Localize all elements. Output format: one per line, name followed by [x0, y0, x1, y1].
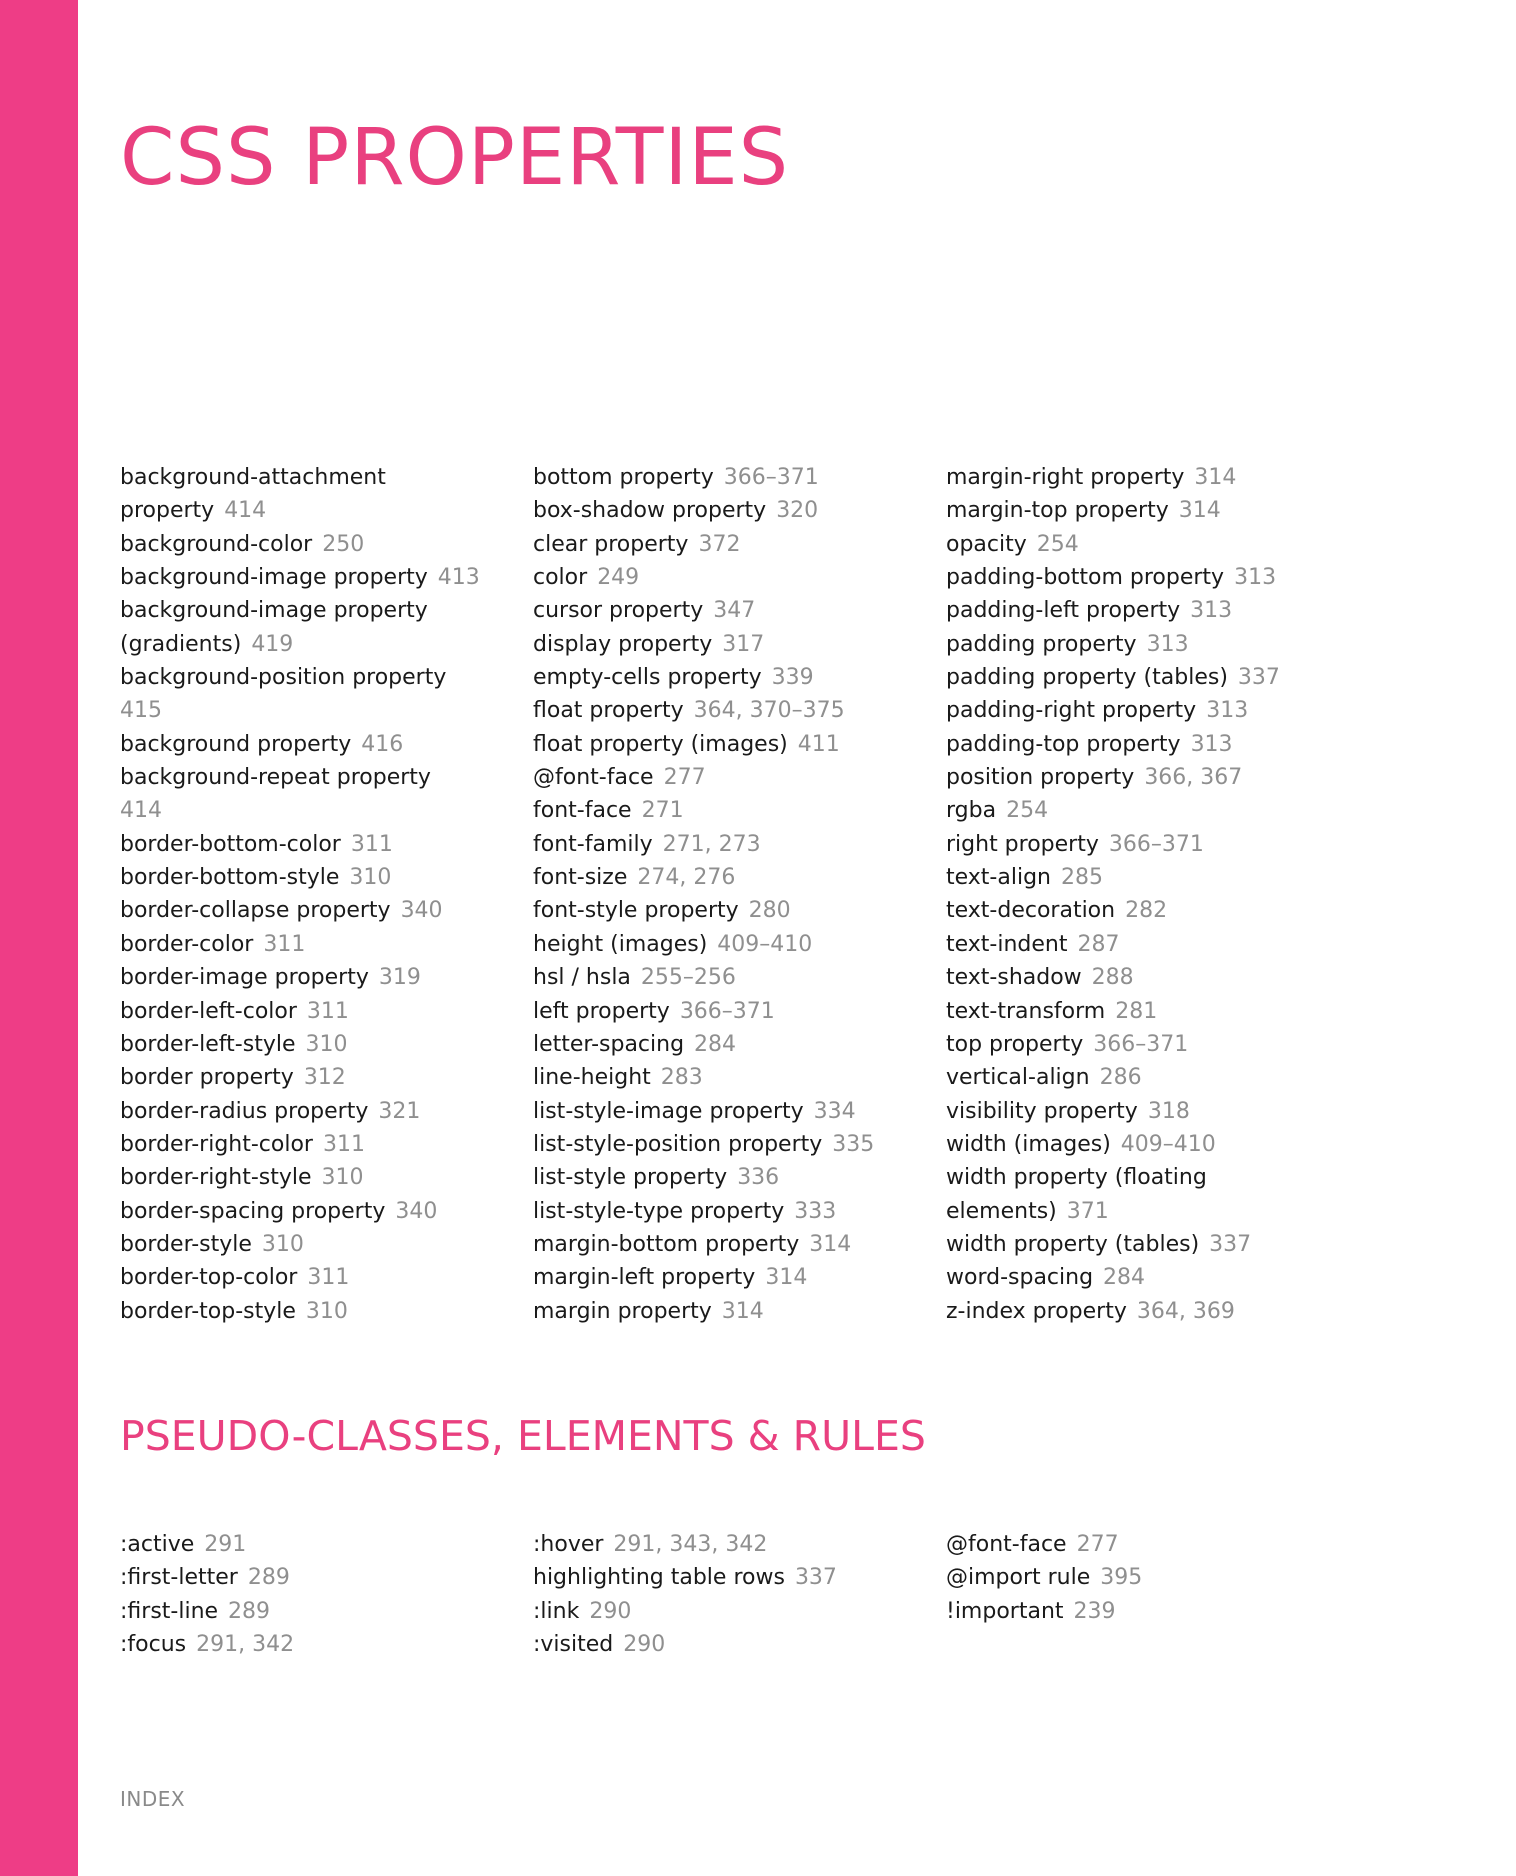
index-pages: 280: [748, 898, 791, 924]
index-entry: [120, 1228, 520, 1261]
index-pages: 335: [832, 1131, 875, 1157]
page-title: CSS PROPERTIES: [120, 113, 790, 203]
index-entry: [533, 528, 933, 561]
index-pages: 281: [1115, 998, 1158, 1024]
index-term: border-left-style: [120, 1031, 296, 1057]
index-pages: 337: [794, 1565, 837, 1591]
index-term: word-spacing: [946, 1265, 1094, 1291]
index-pages: 239: [1073, 1598, 1116, 1624]
index-entry: [120, 1561, 520, 1594]
index-term: list-style property: [533, 1165, 728, 1191]
index-entry: [533, 1228, 933, 1261]
index-term: border-bottom-style: [120, 865, 340, 891]
index-pages: 414: [120, 798, 162, 824]
index-term: margin-left property: [533, 1265, 756, 1291]
index-pages: 289: [228, 1598, 271, 1624]
index-term: padding property (tables): [946, 665, 1228, 691]
index-pages: 271: [641, 798, 684, 824]
index-entry: [533, 561, 933, 594]
index-pages: 311: [306, 998, 349, 1024]
index-term: line-height: [533, 1065, 651, 1091]
index-term: border-bottom-color: [120, 831, 341, 857]
index-entry: [946, 828, 1346, 861]
index-pages: 290: [623, 1632, 666, 1658]
index-pages: 287: [1077, 931, 1120, 957]
index-term: box-shadow property: [533, 498, 767, 524]
index-entry: [120, 1595, 520, 1628]
index-term: margin-top property: [946, 498, 1169, 524]
index-term: :first-letter: [120, 1565, 238, 1591]
index-pages: 291, 343, 342: [613, 1532, 768, 1557]
index-entry: [946, 494, 1346, 527]
index-pages: 312: [303, 1065, 346, 1091]
index-entry: [120, 728, 520, 761]
index-pages: 364, 369: [1136, 1298, 1235, 1324]
index-entry: [533, 1095, 933, 1128]
index-pages: 366–371: [679, 998, 775, 1024]
index-entry: [120, 761, 520, 794]
index-term: clear property: [533, 531, 689, 557]
index-term: border-right-style: [120, 1165, 312, 1191]
index-pages: 409–410: [717, 931, 813, 957]
index-term: border-collapse property: [120, 898, 391, 924]
index-pages: 314: [809, 1231, 852, 1257]
index-pages: 311: [263, 931, 306, 957]
page-footer: INDEX: [120, 1787, 186, 1811]
index-entry: [946, 1095, 1346, 1128]
index-term: :focus: [120, 1632, 187, 1658]
index-term: !important: [946, 1598, 1064, 1624]
index-term: right property: [946, 831, 1099, 857]
index-term: border-top-color: [120, 1265, 298, 1291]
index-term: @font-face: [533, 765, 654, 791]
index-entry: [946, 928, 1346, 961]
index-term: border-left-color: [120, 998, 297, 1024]
index-entry: [533, 828, 933, 861]
index-pages: 321: [378, 1098, 421, 1124]
index-entry: [120, 594, 520, 627]
index-pages: 284: [1103, 1265, 1146, 1291]
index-term: border-spacing property: [120, 1198, 386, 1224]
index-term: border property: [120, 1065, 294, 1091]
index-entry: [533, 628, 933, 661]
index-pages: 340: [395, 1198, 438, 1224]
pseudo-column-1: [120, 1528, 520, 1661]
index-pages: 254: [1036, 531, 1079, 557]
index-pages: 416: [361, 731, 404, 757]
index-pages: 337: [1209, 1231, 1252, 1257]
index-entry: [946, 1128, 1346, 1161]
index-entry: [946, 594, 1346, 627]
index-entry: [533, 1028, 933, 1061]
index-entry: [533, 1295, 933, 1328]
index-term: margin property: [533, 1298, 712, 1324]
index-pages: 313: [1206, 698, 1249, 724]
index-entry: [120, 1128, 520, 1161]
index-entry: [533, 1061, 933, 1094]
index-pages: 336: [737, 1165, 780, 1191]
index-term: elements): [946, 1198, 1057, 1224]
index-entry: [120, 861, 520, 894]
index-pages: 311: [307, 1265, 350, 1291]
index-entry: [120, 461, 520, 494]
index-column-1: [120, 461, 520, 1328]
index-pages: 366–371: [1108, 831, 1204, 857]
pseudo-column-2: [533, 1528, 933, 1661]
index-term: background-color: [120, 531, 313, 557]
index-term: list-style-type property: [533, 1198, 785, 1224]
index-pages: 285: [1060, 865, 1103, 891]
index-term: width (images): [946, 1131, 1111, 1157]
index-entry: [120, 828, 520, 861]
index-entry: [946, 1028, 1346, 1061]
index-pages: 320: [776, 498, 819, 524]
index-pages: 249: [597, 565, 640, 591]
index-entry: [533, 761, 933, 794]
index-term: :first-line: [120, 1598, 219, 1624]
index-term: visibility property: [946, 1098, 1138, 1124]
index-entry: [120, 1061, 520, 1094]
index-entry: [533, 995, 933, 1028]
index-entry: [946, 1161, 1346, 1194]
index-pages: 409–410: [1120, 1131, 1216, 1157]
index-entry: [120, 995, 520, 1028]
index-entry: [946, 1561, 1346, 1594]
index-entry: [946, 728, 1346, 761]
index-entry: [946, 1261, 1346, 1294]
index-pages: 282: [1125, 898, 1168, 924]
index-term: position property: [946, 765, 1135, 791]
index-term: font-size: [533, 865, 628, 891]
index-term: top property: [946, 1031, 1084, 1057]
index-term: list-style-image property: [533, 1098, 804, 1124]
index-pages: 313: [1190, 731, 1233, 757]
index-term: :link: [533, 1598, 580, 1624]
index-entry: [533, 1161, 933, 1194]
index-entry: [533, 1128, 933, 1161]
index-pages: 372: [698, 531, 741, 557]
index-pages: 313: [1146, 631, 1189, 657]
index-term: background-attachment: [120, 465, 386, 490]
index-term: cursor property: [533, 598, 704, 624]
index-term: :visited: [533, 1632, 614, 1658]
index-term: bottom property: [533, 465, 714, 490]
index-entry: [946, 1295, 1346, 1328]
pink-sidebar-bar: [0, 0, 78, 1876]
index-term: margin-right property: [946, 465, 1185, 490]
index-entry: [946, 561, 1346, 594]
index-pages: 318: [1147, 1098, 1190, 1124]
index-entry: [533, 694, 933, 727]
index-entry: [946, 628, 1346, 661]
index-entry: [120, 494, 520, 527]
index-term: padding-left property: [946, 598, 1181, 624]
index-term: height (images): [533, 931, 708, 957]
index-pages: 366–371: [723, 465, 819, 490]
index-term: font-family: [533, 831, 653, 857]
index-pages: 319: [378, 965, 421, 991]
index-pages: 366, 367: [1144, 765, 1243, 791]
index-pages: 310: [349, 865, 392, 891]
index-entry: [120, 1195, 520, 1228]
index-pages: 366–371: [1093, 1031, 1189, 1057]
index-entry: [533, 594, 933, 627]
index-term: width property (floating: [946, 1165, 1207, 1191]
index-term: border-radius property: [120, 1098, 369, 1124]
index-entry: [946, 794, 1346, 827]
index-term: text-indent: [946, 931, 1068, 957]
index-entry: [946, 461, 1346, 494]
index-pages: 334: [813, 1098, 856, 1124]
index-term: (gradients): [120, 631, 242, 657]
index-entry: [120, 961, 520, 994]
index-entry: [533, 1261, 933, 1294]
index-term: font-style property: [533, 898, 739, 924]
index-entry: [120, 894, 520, 927]
index-term: display property: [533, 631, 713, 657]
index-entry: [946, 694, 1346, 727]
index-term: padding-right property: [946, 698, 1197, 724]
index-pages: 413: [437, 565, 480, 591]
pseudo-column-3: [946, 1528, 1346, 1628]
index-pages: 313: [1234, 565, 1277, 591]
index-pages: 284: [694, 1031, 737, 1057]
index-entry: [533, 1528, 933, 1561]
index-pages: 250: [322, 531, 365, 557]
index-pages: 414: [224, 498, 267, 524]
index-entry: [533, 494, 933, 527]
index-term: margin-bottom property: [533, 1231, 800, 1257]
index-term: :hover: [533, 1532, 604, 1557]
index-entry: [946, 1228, 1346, 1261]
index-term: font-face: [533, 798, 632, 824]
index-pages: 314: [1178, 498, 1221, 524]
index-term: border-style: [120, 1231, 252, 1257]
index-term: background-repeat property: [120, 765, 431, 791]
section-title: PSEUDO-CLASSES, ELEMENTS & RULES: [120, 1412, 926, 1460]
index-pages: 254: [1006, 798, 1049, 824]
index-pages: 317: [722, 631, 765, 657]
index-term: width property (tables): [946, 1231, 1200, 1257]
index-entry: [533, 861, 933, 894]
index-term: background-image property: [120, 565, 428, 591]
index-entry: [533, 661, 933, 694]
index-term: background property: [120, 731, 352, 757]
index-entry: [120, 1528, 520, 1561]
index-term: float property (images): [533, 731, 788, 757]
index-term: padding property: [946, 631, 1137, 657]
index-term: padding-bottom property: [946, 565, 1225, 591]
index-entry: [533, 728, 933, 761]
index-entry: [120, 561, 520, 594]
index-term: float property: [533, 698, 684, 724]
index-entry: [946, 1528, 1346, 1561]
index-pages: 274, 276: [637, 865, 736, 891]
index-entry: [533, 1195, 933, 1228]
index-entry: [120, 928, 520, 961]
index-pages: 333: [794, 1198, 837, 1224]
index-term: color: [533, 565, 588, 591]
index-pages: 277: [663, 765, 706, 791]
index-term: background-position property: [120, 665, 447, 691]
index-entry: [120, 1628, 520, 1661]
index-pages: 395: [1100, 1565, 1143, 1591]
index-entry: [533, 1561, 933, 1594]
index-entry: [946, 894, 1346, 927]
index-pages: 314: [1194, 465, 1237, 490]
index-entry: [120, 1261, 520, 1294]
index-entry: [946, 861, 1346, 894]
index-entry: [946, 995, 1346, 1028]
index-pages: 364, 370–375: [693, 698, 845, 724]
index-pages: 286: [1099, 1065, 1142, 1091]
index-pages: 419: [251, 631, 294, 657]
index-term: letter-spacing: [533, 1031, 685, 1057]
index-term: list-style-position property: [533, 1131, 823, 1157]
index-term: highlighting table rows: [533, 1565, 785, 1591]
index-entry: [120, 1295, 520, 1328]
index-pages: 291: [204, 1532, 247, 1557]
index-entry: [946, 1195, 1346, 1228]
index-term: empty-cells property: [533, 665, 762, 691]
index-term: @import rule: [946, 1565, 1091, 1591]
index-entry: [533, 928, 933, 961]
index-column-2: [533, 461, 933, 1328]
index-entry: [533, 894, 933, 927]
index-pages: 339: [771, 665, 814, 691]
index-term: border-image property: [120, 965, 369, 991]
index-pages: 340: [400, 898, 443, 924]
index-pages: 255–256: [640, 965, 736, 991]
index-entry: [120, 628, 520, 661]
index-entry: [533, 961, 933, 994]
index-pages: 310: [305, 1298, 348, 1324]
index-pages: 283: [660, 1065, 703, 1091]
index-pages: 271, 273: [662, 831, 761, 857]
index-pages: 310: [305, 1031, 348, 1057]
index-term: z-index property: [946, 1298, 1127, 1324]
index-term: border-color: [120, 931, 254, 957]
index-column-3: [946, 461, 1346, 1328]
index-term: left property: [533, 998, 670, 1024]
index-entry: [946, 761, 1346, 794]
index-entry: [533, 794, 933, 827]
index-entry: [120, 528, 520, 561]
index-pages: 371: [1066, 1198, 1109, 1224]
index-entry: [120, 1161, 520, 1194]
index-pages: 314: [721, 1298, 764, 1324]
index-term: text-transform: [946, 998, 1106, 1024]
index-pages: 314: [765, 1265, 808, 1291]
index-entry: [120, 1028, 520, 1061]
index-pages: 310: [261, 1231, 304, 1257]
index-pages: 277: [1076, 1532, 1119, 1557]
index-term: @font-face: [946, 1532, 1067, 1557]
index-entry: [120, 1095, 520, 1128]
index-term: border-top-style: [120, 1298, 296, 1324]
index-term: text-shadow: [946, 965, 1082, 991]
index-pages: 291, 342: [196, 1632, 295, 1658]
index-term: hsl / hsla: [533, 965, 631, 991]
index-term: border-right-color: [120, 1131, 313, 1157]
index-entry: [946, 528, 1346, 561]
index-entry: [120, 694, 520, 727]
index-pages: 337: [1237, 665, 1280, 691]
index-term: property: [120, 498, 215, 524]
index-pages: 311: [322, 1131, 365, 1157]
index-term: :active: [120, 1532, 195, 1557]
index-entry: [533, 1628, 933, 1661]
index-pages: 290: [589, 1598, 632, 1624]
index-term: background-image property: [120, 598, 428, 624]
index-entry: [533, 461, 933, 494]
index-pages: 288: [1091, 965, 1134, 991]
index-entry: [946, 1595, 1346, 1628]
index-pages: 289: [247, 1565, 290, 1591]
index-pages: 310: [321, 1165, 364, 1191]
index-pages: 411: [797, 731, 840, 757]
index-term: vertical-align: [946, 1065, 1090, 1091]
index-pages: 347: [713, 598, 756, 624]
index-pages: 415: [120, 698, 162, 724]
index-entry: [533, 1595, 933, 1628]
index-entry: [946, 961, 1346, 994]
index-term: text-decoration: [946, 898, 1116, 924]
index-entry: [946, 661, 1346, 694]
index-term: text-align: [946, 865, 1051, 891]
index-term: rgba: [946, 798, 997, 824]
index-term: opacity: [946, 531, 1027, 557]
index-pages: 311: [350, 831, 393, 857]
index-pages: 313: [1190, 598, 1233, 624]
index-term: padding-top property: [946, 731, 1181, 757]
index-entry: [946, 1061, 1346, 1094]
index-entry: [120, 794, 520, 827]
index-entry: [120, 661, 520, 694]
